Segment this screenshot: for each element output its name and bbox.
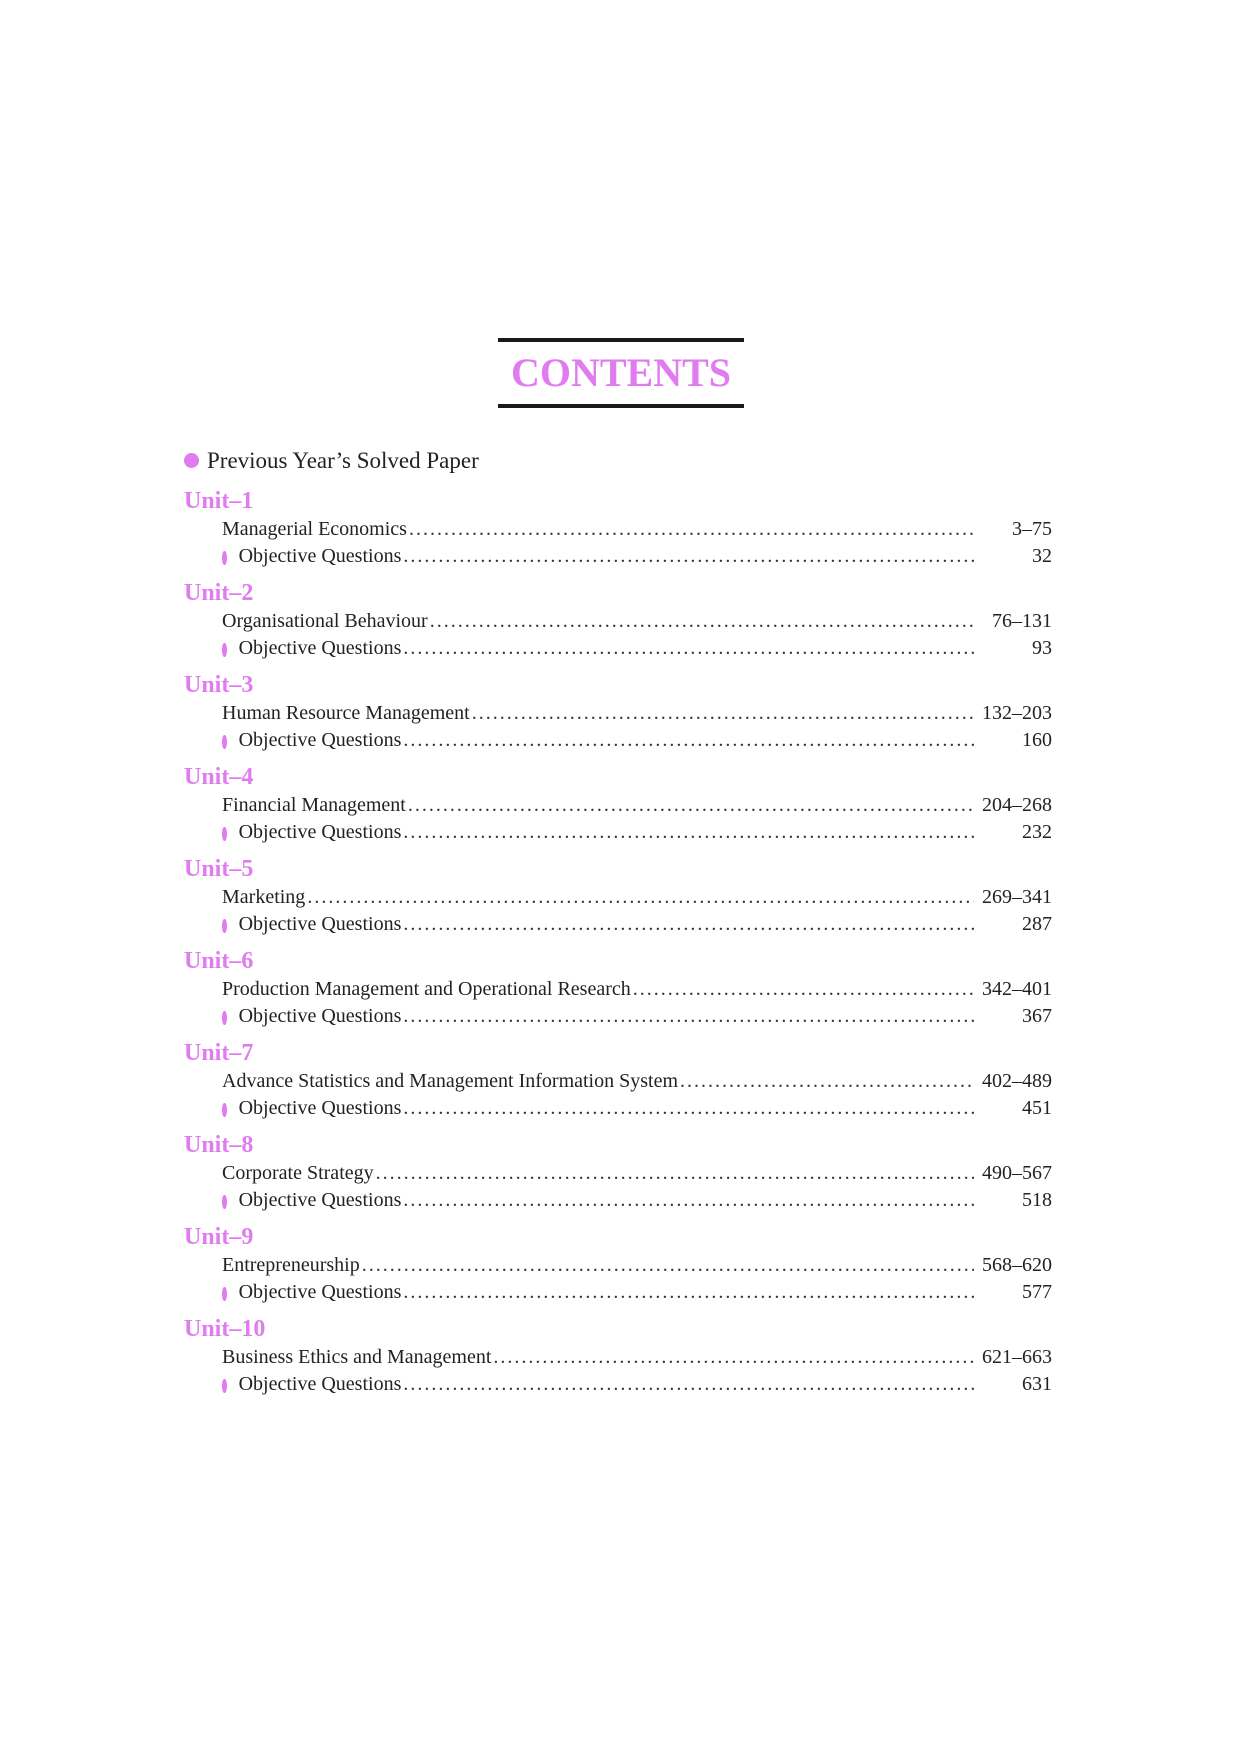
page-range: 402–489 (982, 1070, 1052, 1092)
page-number: 577 (1022, 1281, 1052, 1303)
toc-subentry-objective-questions[interactable] (184, 727, 1052, 754)
unit-section (184, 486, 1052, 570)
dot-leader (403, 819, 974, 846)
toc-entry[interactable] (184, 976, 1052, 1003)
dot-leader (403, 1187, 974, 1214)
table-of-contents (184, 444, 1052, 1398)
toc-entry-title: Marketing (222, 886, 306, 908)
toc-subentry-title: Objective Questions (238, 821, 402, 843)
title-rule-bottom (498, 404, 744, 408)
unit-heading: Unit–9 (184, 1224, 254, 1250)
toc-entry-title: Managerial Economics (222, 518, 407, 540)
unit-section (184, 946, 1052, 1030)
toc-entry-title: Entrepreneurship (222, 1254, 360, 1276)
toc-subentry-title: Objective Questions (238, 1005, 402, 1027)
toc-subentry-objective-questions[interactable] (184, 1279, 1052, 1306)
bullet-icon (222, 1379, 227, 1393)
dot-leader (403, 635, 974, 662)
unit-heading: Unit–8 (184, 1132, 254, 1158)
toc-subentry-objective-questions[interactable] (184, 1003, 1052, 1030)
page-range: 269–341 (982, 886, 1052, 908)
toc-subentry-objective-questions[interactable] (184, 543, 1052, 570)
unit-section (184, 762, 1052, 846)
page-range: 204–268 (982, 794, 1052, 816)
toc-entry[interactable] (184, 884, 1052, 911)
toc-item-label: Previous Year’s Solved Paper (207, 448, 479, 473)
unit-heading: Unit–7 (184, 1040, 254, 1066)
toc-subentry-title: Objective Questions (238, 1097, 402, 1119)
contents-title-block (498, 338, 744, 408)
dot-leader (403, 727, 974, 754)
toc-subentry-objective-questions[interactable] (184, 635, 1052, 662)
toc-entry[interactable] (184, 1160, 1052, 1187)
bullet-icon (222, 551, 227, 565)
toc-subentry-objective-questions[interactable] (184, 819, 1052, 846)
unit-heading: Unit–6 (184, 948, 254, 974)
dot-leader (430, 608, 974, 635)
unit-section (184, 578, 1052, 662)
toc-entry[interactable] (184, 700, 1052, 727)
page-number: 367 (1022, 1005, 1052, 1027)
unit-section (184, 670, 1052, 754)
toc-subentry-title: Objective Questions (238, 1281, 402, 1303)
page-number: 32 (1032, 545, 1052, 567)
toc-entry-title: Human Resource Management (222, 702, 470, 724)
toc-entry-title: Corporate Strategy (222, 1162, 374, 1184)
page-range: 568–620 (982, 1254, 1052, 1276)
bullet-icon (222, 1287, 227, 1301)
page-number: 93 (1032, 637, 1052, 659)
bullet-icon (222, 643, 227, 657)
page-range: 490–567 (982, 1162, 1052, 1184)
unit-list (184, 486, 1052, 1398)
toc-entry[interactable] (184, 792, 1052, 819)
toc-subentry-title: Objective Questions (238, 913, 402, 935)
toc-subentry-objective-questions[interactable] (184, 1095, 1052, 1122)
unit-section (184, 1314, 1052, 1398)
page-title: CONTENTS (510, 350, 732, 395)
toc-entry-title: Business Ethics and Management (222, 1346, 492, 1368)
page-range: 621–663 (982, 1346, 1052, 1368)
unit-section (184, 1038, 1052, 1122)
toc-entry-title: Financial Management (222, 794, 406, 816)
toc-entry[interactable] (184, 1344, 1052, 1371)
dot-leader (403, 1095, 974, 1122)
page-number: 160 (1022, 729, 1052, 751)
dot-leader (408, 792, 974, 819)
dot-leader (633, 976, 974, 1003)
bullet-icon (222, 1103, 227, 1117)
unit-section (184, 854, 1052, 938)
page-number: 451 (1022, 1097, 1052, 1119)
toc-subentry-objective-questions[interactable] (184, 1187, 1052, 1214)
toc-subentry-title: Objective Questions (238, 545, 402, 567)
bullet-icon (222, 827, 227, 841)
dot-leader (362, 1252, 974, 1279)
bullet-icon (222, 1011, 227, 1025)
bullet-icon (222, 919, 227, 933)
toc-entry[interactable] (184, 608, 1052, 635)
toc-entry[interactable] (184, 1252, 1052, 1279)
page-number: 518 (1022, 1189, 1052, 1211)
dot-leader (403, 1279, 974, 1306)
toc-subentry-title: Objective Questions (238, 637, 402, 659)
toc-subentry-objective-questions[interactable] (184, 1371, 1052, 1398)
page-number: 287 (1022, 913, 1052, 935)
unit-heading: Unit–2 (184, 580, 254, 606)
dot-leader (680, 1068, 974, 1095)
toc-item-previous-paper[interactable] (184, 444, 1052, 478)
dot-leader (472, 700, 974, 727)
bullet-icon (222, 1195, 227, 1209)
dot-leader (403, 1371, 974, 1398)
unit-heading: Unit–5 (184, 856, 254, 882)
unit-section (184, 1130, 1052, 1214)
page-range: 76–131 (992, 610, 1052, 632)
unit-heading: Unit–10 (184, 1316, 266, 1342)
dot-leader (376, 1160, 974, 1187)
bullet-icon (184, 453, 199, 468)
toc-subentry-title: Objective Questions (238, 1189, 402, 1211)
page-range: 3–75 (1012, 518, 1052, 540)
toc-entry-title: Production Management and Operational Research (222, 978, 631, 1000)
page-number: 631 (1022, 1373, 1052, 1395)
unit-heading: Unit–4 (184, 764, 254, 790)
dot-leader (403, 911, 974, 938)
page-range: 342–401 (982, 978, 1052, 1000)
page-number: 232 (1022, 821, 1052, 843)
toc-subentry-title: Objective Questions (238, 1373, 402, 1395)
unit-section (184, 1222, 1052, 1306)
unit-heading: Unit–3 (184, 672, 254, 698)
toc-entry-title: Organisational Behaviour (222, 610, 428, 632)
toc-entry[interactable] (184, 516, 1052, 543)
bullet-icon (222, 735, 227, 749)
page-range: 132–203 (982, 702, 1052, 724)
toc-subentry-title: Objective Questions (238, 729, 402, 751)
dot-leader (403, 543, 974, 570)
toc-entry-title: Advance Statistics and Management Information System (222, 1070, 679, 1092)
toc-subentry-objective-questions[interactable] (184, 911, 1052, 938)
dot-leader (409, 516, 974, 543)
dot-leader (493, 1344, 974, 1371)
dot-leader (307, 884, 974, 911)
dot-leader (403, 1003, 974, 1030)
unit-heading: Unit–1 (184, 488, 254, 514)
toc-entry[interactable] (184, 1068, 1052, 1095)
